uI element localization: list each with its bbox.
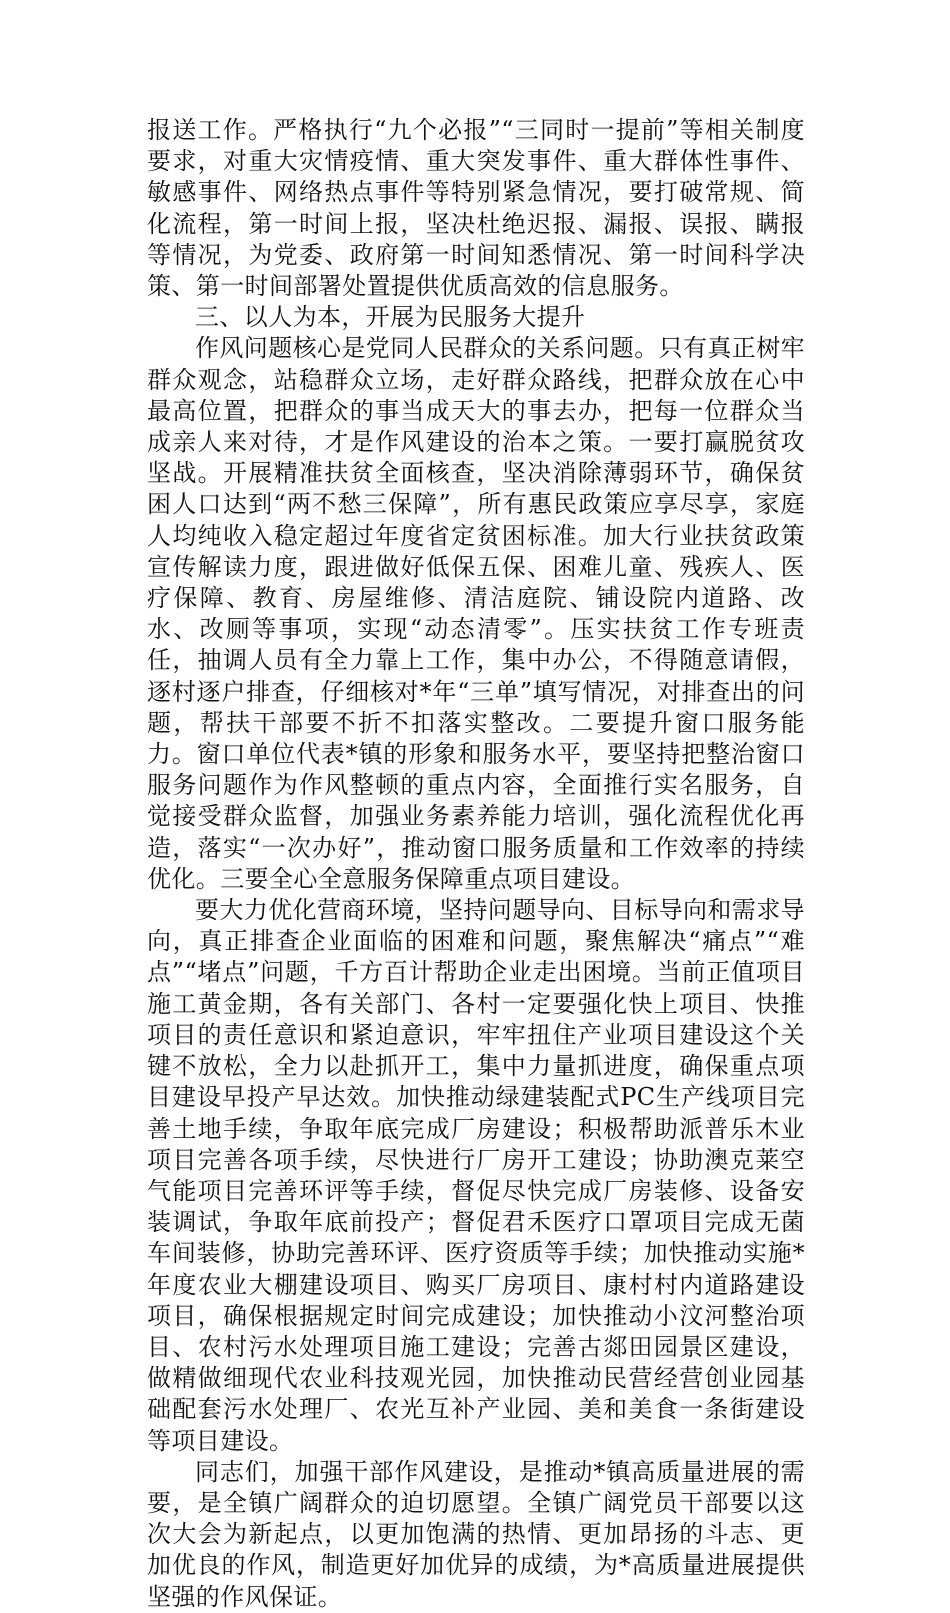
section-heading-people-service: 三、以人为本，开展为民服务大提升 bbox=[195, 303, 586, 332]
paragraph-business-environment: 要大力优化营商环境，坚持问题导向、目标导向和需求导向，真正排查企业面临的困难和问题，聚焦解决“痛点”“难点”“堵点”问题，千方百计帮助企业走出困境。当前正值项目施工黄金期，各有关部门、各村一定要强化快上项目、快推项目的责任意识和紧迫意识，牢牢扭住产业项目建设这个关键不放松，全力以赴抓开工，集中力量抓进度，确保重点项目建设早投产早达效。加快推动绿建装配式PC生产线项目完善土地手续，争取年底完成厂房建设；积极帮助派普乐木业项目完善各项手续，尽快进行厂房开工建设；协助澳克莱空气能项目完善环评等手续，督促尽快完成厂房装修、设备安装调试，争取年底前投产；督促君禾医疗口罩项目完成无菌车间装修，协助完善环评、医疗资质等手续；加快推动实施*年度农业大棚建设项目、购买厂房项目、康村村内道路建设项目，确保根据规定时间完成建设；加快推动小汶河整治项目、农村污水处理项目施工建设；完善古郯田园景区建设，做精做细现代农业科技观光园，加快推动民营经营创业园基础配套污水处理厂、农光互补产业园、美和美食一条街建设等项目建设。 bbox=[147, 896, 805, 1455]
document-body bbox=[147, 115, 805, 1613]
paragraph-reporting-work: 报送工作。严格执行“九个必报”“三同时一提前”等相关制度要求，对重大灾情疫情、重大突发事件、重大群体性事件、敏感事件、网络热点事件等特别紧急情况，要打破常规、简化流程，第一时间上报，坚决杜绝迟报、漏报、误报、瞒报等情况，为党委、政府第一时间知悉情况、第一时间科学决策、第一时间部署处置提供优质高效的信息服务。 bbox=[147, 116, 805, 301]
paragraph-closing-remarks: 同志们，加强干部作风建设，是推动*镇高质量进展的需要，是全镇广阔群众的迫切愿望。全镇广阔党员干部要以这次大会为新起点，以更加饱满的热情、更加昂扬的斗志、更加优良的作风，制造更好加优异的成绩，为*高质量进展提供坚强的作风保证。 bbox=[147, 1457, 805, 1611]
paragraph-work-style-core: 作风问题核心是党同人民群众的关系问题。只有真正树牢群众观念，站稳群众立场，走好群众路线，把群众放在心中最高位置，把群众的事当成天大的事去办，把每一位群众当成亲人来对待，才是作风建设的治本之策。一要打赢脱贫攻坚战。开展精准扶贫全面核查，坚决消除薄弱环节，确保贫困人口达到“两不愁三保障”，所有惠民政策应享尽享，家庭人均纯收入稳定超过年度省定贫困标准。加大行业扶贫政策宣传解读力度，跟进做好低保五保、困难儿童、残疾人、医疗保障、教育、房屋维修、清洁庭院、铺设院内道路、改水、改厕等事项，实现“动态清零”。压实扶贫工作专班责任，抽调人员有全力靠上工作，集中办公，不得随意请假，逐村逐户排查，仔细核对*年“三单”填写情况，对排查出的问题，帮扶干部要不折不扣落实整改。二要提升窗口服务能力。窗口单位代表*镇的形象和服务水平，要坚持把整治窗口服务问题作为作风整顿的重点内容，全面推行实名服务，自觉接受群众监督，加强业务素养能力培训，强化流程优化再造，落实“一次办好”，推动窗口服务质量和工作效率的持续优化。三要全心全意服务保障重点项目建设。 bbox=[147, 334, 805, 893]
